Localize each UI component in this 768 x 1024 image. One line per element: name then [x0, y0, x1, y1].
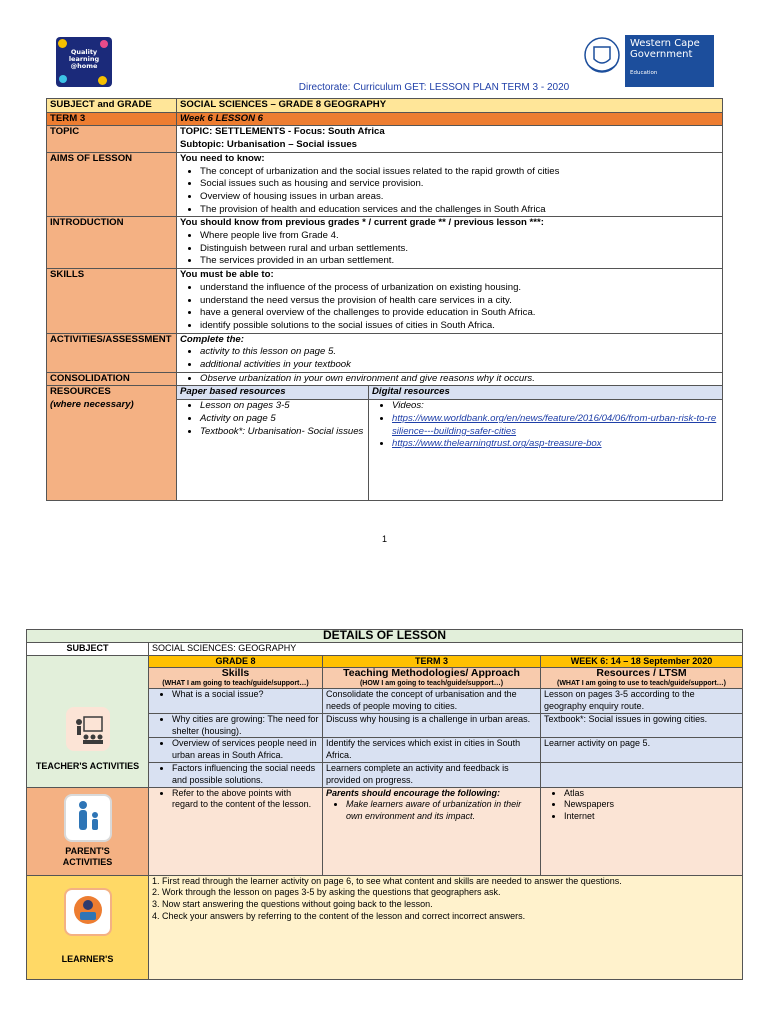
resources-label: RESOURCES: [50, 386, 111, 398]
resources-row: [47, 386, 723, 400]
term-value: Week 6 LESSON 6: [177, 112, 723, 126]
resources-subhead: (WHAT I am going to use to teach/guide/support…): [556, 680, 727, 688]
paper-resources-heading: Paper based resources: [177, 386, 369, 400]
list-item: • Videos:: [392, 400, 719, 413]
term-cell: TERM 3: [323, 655, 541, 668]
resource-cell: [541, 762, 743, 787]
consolidation-row: [47, 372, 723, 386]
list-item: • The services provided in an urban settlement.: [200, 255, 719, 268]
learner-label: LEARNER'S: [61, 953, 114, 964]
skills-subhead: (WHAT I am going to teach/guide/support…): [162, 680, 309, 688]
parent-method-heading: Parents should encourage the following:: [326, 787, 501, 798]
list-item: • Refer to the above points with regard to the content of the lesson.: [172, 788, 319, 812]
aims-row: [47, 152, 723, 217]
method-cell: Consolidate the concept of urbanisation and the needs of people moving to cities.: [323, 689, 541, 714]
list-item: • Atlas: [564, 788, 739, 800]
learner-step: 4. Check your answers by referring to the content of the lesson and correct incorrect answers.: [152, 910, 526, 921]
parent-row: [27, 787, 743, 875]
list-item: • Textbook*: Urbanisation- Social issues: [200, 426, 365, 439]
list-item: • Social issues such as housing and service provision.: [200, 178, 719, 191]
list-item: • Observe urbanization in your own environment and give reasons why it occurs.: [200, 373, 719, 386]
subject-value: SOCIAL SCIENCES – GRADE 8 GEOGRAPHY: [177, 99, 723, 113]
digital-resources-heading: Digital resources: [369, 386, 723, 400]
parent-label-2: ACTIVITIES: [62, 857, 113, 868]
activities-heading: Complete the:: [180, 333, 244, 345]
learner-activities-cell: [27, 875, 149, 979]
list-item: • Factors influencing the social needs and possible solutions.: [172, 763, 319, 787]
list-item: • The provision of health and education services and the challenges in South Africa: [200, 204, 719, 217]
skills-head: Skills: [221, 667, 250, 680]
list-item: • What is a social issue?: [172, 689, 319, 701]
teacher-activities-cell: [27, 655, 149, 787]
grade-cell: GRADE 8: [149, 655, 323, 668]
resources-head: Resources / LTSM: [596, 667, 687, 680]
list-item: • The concept of urbanization and the social issues related to the rapid growth of cities: [200, 166, 719, 179]
list-item: • activity to this lesson on page 5.: [200, 346, 719, 359]
topic-line: TOPIC: SETTLEMENTS - Focus: South Africa: [180, 126, 385, 138]
topic-label: TOPIC: [47, 126, 177, 152]
resource-cell: Lesson on pages 3-5 according to the geography enquiry route.: [541, 689, 743, 714]
method-cell: Identify the services which exist in cities in South Africa.: [323, 738, 541, 763]
western-cape-wordmark: Western Cape Government Education: [625, 35, 714, 87]
list-item: • Internet: [564, 811, 739, 823]
term-row: [47, 112, 723, 126]
list-item: • have a general overview of the challenges to provide education in South Africa.: [200, 307, 719, 320]
details-subject-label: SUBJECT: [27, 642, 149, 655]
topic-row: [47, 126, 723, 152]
introduction-row: [47, 217, 723, 269]
activities-row: [47, 333, 723, 372]
page-number: 1: [382, 534, 388, 544]
quality-learning-logo: [56, 37, 112, 87]
term-label: TERM 3: [47, 112, 177, 126]
skills-heading: You must be able to:: [180, 269, 274, 281]
resources-sublabel: (where necessary): [50, 399, 134, 411]
coat-of-arms-icon: [582, 35, 622, 79]
list-item: • Where people live from Grade 4.: [200, 230, 719, 243]
skills-label: SKILLS: [47, 269, 177, 334]
methodologies-head: Teaching Methodologies/ Approach: [343, 667, 520, 680]
aims-label: AIMS OF LESSON: [47, 152, 177, 217]
western-cape-logo: [582, 35, 714, 87]
logo-text: Quality learning @home: [68, 48, 100, 70]
skills-row: [47, 269, 723, 334]
directorate-heading: Directorate: Curriculum GET: LESSON PLAN TERM 3 - 2020: [298, 82, 570, 93]
list-item: • Newspapers: [564, 799, 739, 811]
activities-label: ACTIVITIES/ASSESSMENT: [47, 333, 177, 372]
list-item: • additional activities in your textbook: [200, 359, 719, 372]
subject-label: SUBJECT and GRADE: [47, 99, 177, 113]
list-item: • Overview of housing issues in urban areas.: [200, 191, 719, 204]
list-item: • Make learners aware of urbanization in their own environment and its impact.: [346, 799, 537, 823]
learningtrust-link[interactable]: https://www.thelearningtrust.org/asp-treasure-box: [392, 438, 602, 450]
method-cell: Discuss why housing is a challenge in urban areas.: [323, 713, 541, 738]
worldbank-link[interactable]: https://www.worldbank.org/en/news/feature/2016/04/06/from-urban-risk-to-resilience---building-safer-cities: [392, 412, 717, 437]
parent-label-1: PARENT'S: [65, 845, 110, 856]
learner-icon: [64, 888, 112, 936]
introduction-label: INTRODUCTION: [47, 217, 177, 269]
lesson-plan-table: [46, 98, 723, 501]
introduction-heading: You should know from previous grades * / current grade ** / previous lesson ***:: [180, 217, 544, 229]
list-item: • understand the need versus the provision of health care services in a city.: [200, 295, 719, 308]
parent-icon: [64, 794, 112, 842]
list-item: • understand the influence of the process of urbanization on existing housing.: [200, 282, 719, 295]
teacher-icon: [66, 707, 110, 751]
list-item: • identify possible solutions to the social issues of cities in South Africa.: [200, 320, 719, 333]
details-title: DETAILS OF LESSON: [27, 630, 743, 643]
consolidation-label: CONSOLIDATION: [47, 372, 177, 386]
list-item: • Why cities are growing: The need for shelter (housing).: [172, 714, 319, 738]
subtopic-line: Subtopic: Urbanisation – Social issues: [180, 139, 357, 151]
aims-heading: You need to know:: [180, 152, 265, 164]
list-item: • Overview of services people need in urban areas in South Africa.: [172, 738, 319, 762]
parent-activities-cell: [27, 787, 149, 875]
learner-row: [27, 875, 743, 979]
teacher-activities-label: TEACHER'S ACTIVITIES: [35, 760, 140, 771]
resource-cell: Textbook*: Social issues in gowing cities.: [541, 713, 743, 738]
learner-step: 2. Work through the lesson on pages 3-5 by asking the questions that geographers ask.: [152, 887, 501, 898]
methodologies-subhead: (HOW I am going to teach/guide/support…): [359, 680, 504, 688]
learner-step: 3. Now start answering the questions without going back to the lesson.: [152, 899, 433, 910]
week-cell: WEEK 6: 14 – 18 September 2020: [541, 655, 743, 668]
details-of-lesson-table: [26, 629, 743, 980]
subject-row: [47, 99, 723, 113]
learner-step: 1. First read through the learner activity on page 6, to see what content and skills are needed to answer the questions.: [152, 875, 622, 886]
list-item: • Distinguish between rural and urban settlements.: [200, 243, 719, 256]
details-subject-value: SOCIAL SCIENCES: GEOGRAPHY: [149, 642, 743, 655]
resource-cell: Learner activity on page 5.: [541, 738, 743, 763]
list-item: • Lesson on pages 3-5: [200, 400, 365, 413]
list-item: • Activity on page 5: [200, 413, 365, 426]
method-cell: Learners complete an activity and feedback is provided on progress.: [323, 762, 541, 787]
